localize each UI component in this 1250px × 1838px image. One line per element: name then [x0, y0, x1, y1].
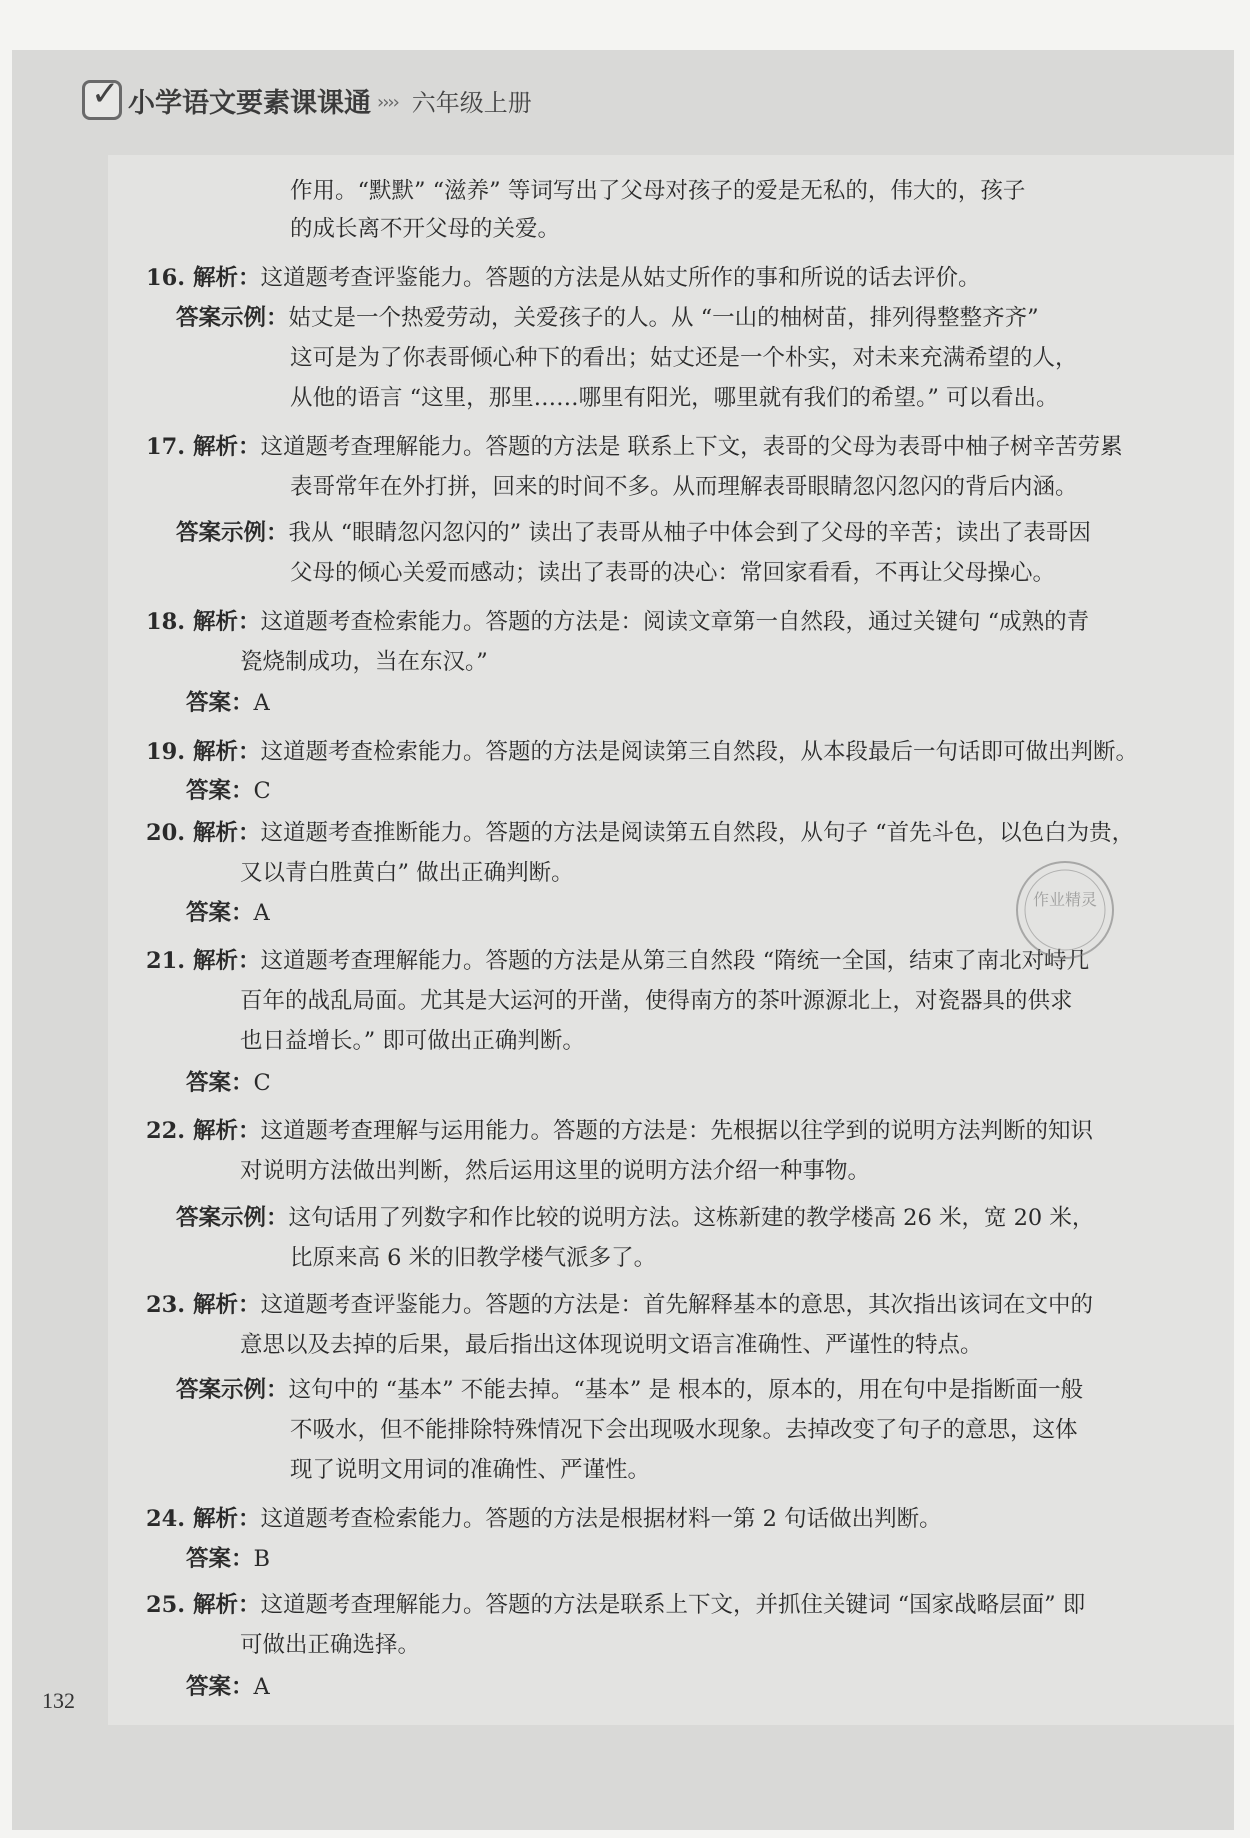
series-title: 小学语文要素课课通 — [128, 87, 371, 119]
answer-line: 20. 解析：这道题考查推断能力。答题的方法是阅读第五自然段，从句子 “首先斗色，以色白为贵， — [146, 820, 1135, 846]
answer-line: 表哥常年在外打拼，回来的时间不多。从而理解表哥眼睛忽闪忽闪的背后内涵。 — [290, 474, 1078, 500]
answer-label: 答案： — [186, 690, 254, 716]
answer-line: 比原来高 6 米的旧教学楼气派多了。 — [290, 1245, 657, 1271]
answer-label: 23. 解析： — [146, 1292, 261, 1318]
answer-line: 又以青白胜黄白” 做出正确判断。 — [240, 860, 574, 886]
answer-label: 20. 解析： — [146, 820, 261, 846]
answer-line: 答案示例：这句话用了列数字和作比较的说明方法。这栋新建的教学楼高 26 米，宽 20 米， — [176, 1205, 1095, 1231]
answer-line: 瓷烧制成功，当在东汉。” — [240, 649, 488, 675]
answer-line: 答案：C — [186, 1070, 271, 1096]
answer-label: 答案： — [186, 778, 254, 804]
answer-line: 25. 解析：这道题考查理解能力。答题的方法是联系上下文，并抓住关键词 “国家战略层面” 即 — [146, 1592, 1086, 1618]
watermark-stamp — [1005, 845, 1135, 975]
answer-line: 21. 解析：这道题考查理解能力。答题的方法是从第三自然段 “隋统一全国，结束了南北对峙几 — [146, 948, 1090, 974]
answer-line: 也日益增长。” 即可做出正确判断。 — [240, 1028, 585, 1054]
answer-line: 答案：C — [186, 778, 271, 804]
answer-label: 17. 解析： — [146, 434, 261, 460]
answer-label: 18. 解析： — [146, 609, 261, 635]
answer-line: 19. 解析：这道题考查检索能力。答题的方法是阅读第三自然段，从本段最后一句话即可做出判断。 — [146, 739, 1138, 765]
answer-line: 答案：A — [186, 690, 270, 716]
answer-line: 答案：A — [186, 1674, 270, 1700]
answer-line: 18. 解析：这道题考查检索能力。答题的方法是：阅读文章第一自然段，通过关键句 “成熟的青 — [146, 609, 1090, 635]
answer-line: 16. 解析：这道题考查评鉴能力。答题的方法是从姑丈所作的事和所说的话去评价。 — [146, 265, 981, 291]
answer-label: 答案示例： — [176, 1377, 289, 1403]
answer-line: 现了说明文用词的准确性、严谨性。 — [290, 1457, 651, 1483]
answer-label: 21. 解析： — [146, 948, 261, 974]
answer-line: 意思以及去掉的后果，最后指出这体现说明文语言准确性、严谨性的特点。 — [240, 1332, 983, 1358]
answer-line: 的成长离不开父母的关爱。 — [290, 216, 561, 242]
answer-line: 百年的战乱局面。尤其是大运河的开凿，使得南方的茶叶源源北上，对瓷器具的供求 — [240, 988, 1073, 1014]
page-number: 132 — [42, 1688, 75, 1713]
checkmark-icon: ✓ — [82, 80, 122, 120]
answer-label: 25. 解析： — [146, 1592, 261, 1618]
answer-label: 22. 解析： — [146, 1118, 261, 1144]
answer-line: 答案示例：姑丈是一个热爱劳动，关爱孩子的人。从 “一山的柚树苗，排列得整整齐齐” — [176, 305, 1039, 331]
answer-label: 24. 解析： — [146, 1506, 261, 1532]
answer-label: 答案示例： — [176, 305, 289, 331]
answer-label: 答案示例： — [176, 520, 289, 546]
answer-label: 16. 解析： — [146, 265, 261, 291]
chevrons-icon: ›››› — [377, 91, 398, 113]
answer-label: 答案： — [186, 1674, 254, 1700]
answer-line: 父母的倾心关爱而感动；读出了表哥的决心：常回家看看，不再让父母操心。 — [290, 560, 1056, 586]
watermark-text: 作业精灵 — [1032, 890, 1098, 909]
answer-line: 24. 解析：这道题考查检索能力。答题的方法是根据材料一第 2 句话做出判断。 — [146, 1506, 942, 1532]
answer-label: 答案： — [186, 900, 254, 926]
answer-line: 17. 解析：这道题考查理解能力。答题的方法是 联系上下文，表哥的父母为表哥中柚子树辛苦劳累 — [146, 434, 1123, 460]
answer-line: 从他的语言 “这里，那里……哪里有阳光，哪里就有我们的希望。” 可以看出。 — [290, 385, 1059, 411]
answer-line: 答案：B — [186, 1546, 271, 1572]
answer-line: 这可是为了你表哥倾心种下的看出；姑丈还是一个朴实，对未来充满希望的人， — [290, 345, 1078, 371]
answer-line: 23. 解析：这道题考查评鉴能力。答题的方法是：首先解释基本的意思，其次指出该词在文中的 — [146, 1292, 1093, 1318]
answer-label: 答案示例： — [176, 1205, 289, 1231]
answer-line: 答案示例：我从 “眼睛忽闪忽闪的” 读出了表哥从柚子中体会到了父母的辛苦；读出了表哥因 — [176, 520, 1091, 546]
answer-line: 对说明方法做出判断，然后运用这里的说明方法介绍一种事物。 — [240, 1158, 871, 1184]
book-header — [82, 74, 532, 122]
answer-line: 22. 解析：这道题考查理解与运用能力。答题的方法是：先根据以往学到的说明方法判断的知识 — [146, 1118, 1093, 1144]
grade-label: 六年级上册 — [411, 88, 532, 117]
answer-label: 答案： — [186, 1546, 254, 1572]
answer-line: 答案：A — [186, 900, 270, 926]
answer-line: 作用。“默默” “滋养” 等词写出了父母对孩子的爱是无私的，伟大的，孩子 — [290, 178, 1026, 204]
answer-line: 可做出正确选择。 — [240, 1632, 421, 1658]
answer-line: 答案示例：这句中的 “基本” 不能去掉。“基本” 是 根本的，原本的，用在句中是指断面一般 — [176, 1377, 1084, 1403]
answer-line: 不吸水，但不能排除特殊情况下会出现吸水现象。去掉改变了句子的意思，这体 — [290, 1417, 1078, 1443]
answer-label: 19. 解析： — [146, 739, 261, 765]
answer-label: 答案： — [186, 1070, 254, 1096]
